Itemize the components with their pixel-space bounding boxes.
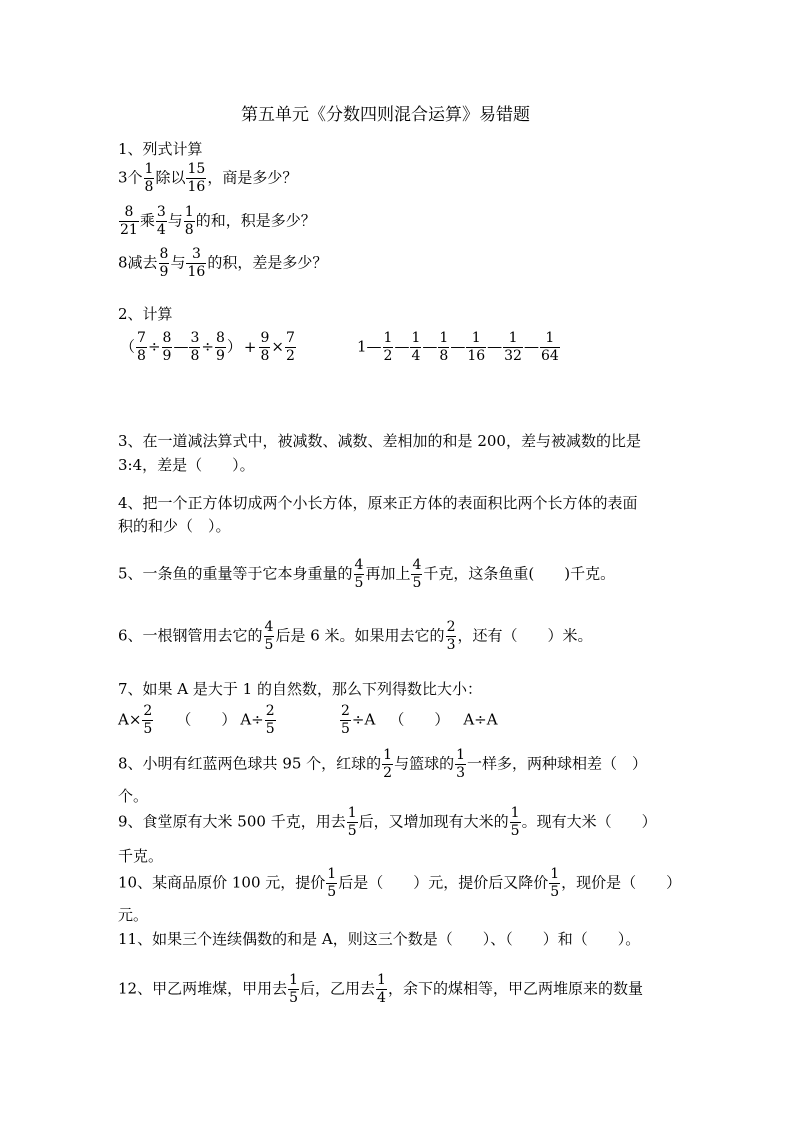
- text-segment: +: [243, 337, 257, 356]
- fraction: [159, 246, 170, 281]
- q7-compare-2: [339, 703, 498, 738]
- fraction: [455, 747, 466, 782]
- denominator: 5: [341, 721, 350, 737]
- denominator: 21: [120, 222, 138, 238]
- q3-line-2: 3:4，差是（ ）。: [118, 456, 255, 474]
- denominator: 9: [215, 348, 225, 364]
- denominator: 5: [550, 884, 560, 900]
- numerator: 1: [347, 805, 357, 821]
- text-segment: —: [366, 337, 382, 356]
- fraction: [162, 330, 173, 365]
- q1-item-b: [118, 204, 316, 239]
- text-segment: 后是（ ）元，提价后又降价: [338, 873, 549, 892]
- denominator: 5: [289, 990, 299, 1006]
- q2-heading: 2、计算: [118, 305, 173, 323]
- q7-line-1: 7、如果 A 是大于 1 的自然数，那么下列得数比大小：: [118, 680, 482, 698]
- fraction: [382, 747, 393, 782]
- fraction: [376, 972, 387, 1007]
- text-segment: 的和，积是多少？: [195, 211, 316, 230]
- numerator: 2: [265, 703, 275, 719]
- numerator: 2: [143, 703, 153, 719]
- text-segment: ÷: [147, 337, 161, 356]
- fraction: [549, 866, 560, 901]
- numerator: 1: [510, 805, 520, 821]
- text-segment: 后是 6 米。如果用去它的: [275, 626, 445, 645]
- text-segment: ÷: [201, 337, 214, 356]
- fraction: [354, 557, 365, 592]
- fraction: [285, 330, 296, 365]
- fraction: [142, 703, 153, 738]
- page-title: 第五单元《分数四则混合运算》易错题: [241, 105, 530, 125]
- numerator: 4: [354, 557, 364, 573]
- text-segment: 再加上: [365, 564, 411, 583]
- denominator: 5: [347, 823, 357, 839]
- text-segment: ÷A: [351, 710, 376, 729]
- numerator: 7: [285, 330, 295, 346]
- q9-line-2: 千克。: [118, 847, 164, 865]
- numerator: 9: [260, 330, 270, 346]
- numerator: 3: [156, 204, 166, 220]
- text-segment: 8减去: [118, 253, 158, 272]
- fraction: [410, 330, 421, 365]
- text-segment: 一样多，两种球相差（ ）: [467, 754, 648, 773]
- denominator: 32: [504, 348, 522, 364]
- numerator: 3: [186, 246, 206, 264]
- numerator: 1: [550, 866, 560, 882]
- denominator: 16: [467, 348, 486, 364]
- text-segment: ）: [226, 337, 242, 356]
- fraction: [540, 330, 560, 365]
- numerator: 4: [412, 557, 422, 573]
- q4-line-1: 4、把一个正方体切成两个小长方体，原来正方体的表面积比两个长方体的表面: [118, 494, 638, 512]
- denominator: 4: [156, 222, 166, 238]
- numerator: 1: [439, 330, 449, 346]
- q2-expression-2: [357, 330, 561, 365]
- denominator: 16: [187, 179, 206, 195]
- denominator: 5: [143, 721, 153, 737]
- q1-item-a: [118, 161, 297, 196]
- text-segment: 与篮球的: [394, 754, 455, 773]
- q7-compare-1: [118, 703, 277, 738]
- denominator: 9: [159, 264, 169, 280]
- q9-line-1: [118, 805, 657, 840]
- fraction: [186, 161, 206, 196]
- denominator: 64: [540, 348, 559, 364]
- text-segment: 与: [167, 211, 183, 230]
- q8-line-2: 个。: [118, 787, 149, 805]
- numerator: 1: [289, 972, 299, 988]
- q6: [118, 619, 593, 654]
- denominator: 2: [383, 348, 393, 364]
- denominator: 9: [162, 348, 172, 364]
- q3-line-1: 3、在一道减法算式中，被减数、减数、差相加的和是 200，差与被减数的比是: [118, 432, 641, 450]
- text-segment: ，现价是（ ）: [561, 873, 682, 892]
- text-segment: 的积，差是多少？: [207, 253, 328, 272]
- numerator: 3: [190, 330, 200, 346]
- text-segment: ，余下的煤相等，甲乙两堆原来的数量: [387, 979, 643, 998]
- fraction: [466, 330, 486, 365]
- text-segment: 除以: [155, 168, 186, 187]
- text-segment: 8、小明有红蓝两色球共 95 个，红球的: [118, 754, 382, 773]
- text-segment: （: [120, 337, 136, 356]
- numerator: 1: [383, 330, 393, 346]
- numerator: 2: [446, 619, 456, 635]
- q4-line-2: 积的和少（ ）。: [118, 517, 231, 535]
- fraction: [438, 330, 449, 365]
- text-segment: —: [523, 337, 539, 356]
- text-segment: 后，乙用去: [300, 979, 376, 998]
- numerator: 15: [187, 161, 206, 177]
- denominator: 8: [184, 222, 194, 238]
- q10-line-1: [118, 866, 681, 901]
- text-segment: 千克，这条鱼重( )千克。: [423, 564, 616, 583]
- denominator: 16: [187, 264, 206, 280]
- text-segment: A×: [118, 710, 142, 729]
- denominator: 8: [439, 348, 449, 364]
- text-segment: 12、甲乙两堆煤，甲用去: [118, 979, 288, 998]
- text-segment: A÷: [240, 710, 264, 729]
- text-segment: —: [394, 337, 410, 356]
- numerator: 1: [411, 330, 421, 346]
- numerator: 1: [540, 330, 560, 348]
- fraction: [186, 246, 206, 281]
- numerator: 1: [503, 330, 523, 348]
- denominator: 5: [354, 575, 364, 591]
- numerator: 8: [162, 330, 172, 346]
- fraction: [184, 204, 195, 239]
- text-segment: 9、食堂原有大米 500 千克，用去: [118, 812, 346, 831]
- q2-expression-1: [120, 330, 297, 365]
- text-segment: （ ）: [389, 710, 450, 729]
- fraction: [215, 330, 226, 365]
- numerator: 1: [144, 161, 154, 177]
- fraction: [503, 330, 523, 365]
- fraction: [383, 330, 394, 365]
- denominator: 5: [265, 721, 275, 737]
- q8-line-1: [118, 747, 647, 782]
- denominator: 4: [377, 990, 386, 1006]
- fraction: [136, 330, 147, 365]
- text-segment: —: [422, 337, 438, 356]
- numerator: 8: [159, 246, 169, 262]
- text-segment: 。现有大米（ ）: [521, 812, 657, 831]
- text-segment: —: [487, 337, 503, 356]
- numerator: 8: [119, 204, 139, 222]
- fraction: [510, 805, 521, 840]
- numerator: 4: [264, 619, 274, 635]
- q1-heading: 1、列式计算: [118, 140, 203, 158]
- numerator: 1: [466, 330, 486, 348]
- denominator: 8: [144, 179, 154, 195]
- fraction: [189, 330, 200, 365]
- fraction: [144, 161, 155, 196]
- q1-item-c: [118, 246, 327, 281]
- q10-line-2: 元。: [118, 906, 149, 924]
- text-segment: 乘: [139, 211, 155, 230]
- numerator: 1: [456, 747, 466, 763]
- numerator: 1: [327, 866, 337, 882]
- numerator: 1: [184, 204, 194, 220]
- denominator: 8: [190, 348, 200, 364]
- denominator: 8: [260, 348, 270, 364]
- text-segment: 10、某商品原价 100 元，提价: [118, 873, 326, 892]
- fraction: [446, 619, 457, 654]
- text-segment: 5、一条鱼的重量等于它本身重量的: [118, 564, 353, 583]
- fraction: [156, 204, 167, 239]
- text-segment: ，商是多少？: [207, 168, 298, 187]
- denominator: 2: [383, 765, 393, 781]
- q12: [118, 972, 643, 1007]
- numerator: 1: [383, 747, 393, 763]
- text-segment: ×: [271, 337, 284, 356]
- fraction: [288, 972, 299, 1007]
- text-segment: （ ）: [176, 710, 237, 729]
- text-segment: ，还有（ ）米。: [457, 626, 593, 645]
- q11: 11、如果三个连续偶数的和是 A，则这三个数是（ ）、（ ）和（ ）。: [118, 930, 641, 948]
- fraction: [347, 805, 358, 840]
- text-segment: 3个: [118, 168, 143, 187]
- denominator: 3: [456, 765, 466, 781]
- text-segment: 6、一根钢管用去它的: [118, 626, 263, 645]
- denominator: 5: [264, 637, 274, 653]
- fraction: [411, 557, 422, 592]
- text-segment: A÷A: [463, 710, 498, 729]
- numerator: 1: [377, 972, 386, 988]
- denominator: 5: [327, 884, 337, 900]
- fraction: [259, 330, 270, 365]
- fraction: [326, 866, 337, 901]
- numerator: 2: [341, 703, 350, 719]
- text-segment: 1: [357, 337, 367, 356]
- fraction: [119, 204, 139, 239]
- numerator: 8: [215, 330, 225, 346]
- q5: [118, 557, 615, 592]
- denominator: 5: [510, 823, 520, 839]
- text-segment: 后，又增加现有大米的: [358, 812, 509, 831]
- denominator: 2: [285, 348, 295, 364]
- text-segment: —: [450, 337, 466, 356]
- fraction: [265, 703, 276, 738]
- numerator: 7: [137, 330, 146, 346]
- denominator: 5: [412, 575, 422, 591]
- text-segment: —: [173, 337, 189, 356]
- fraction: [264, 619, 275, 654]
- denominator: 4: [411, 348, 421, 364]
- denominator: 8: [137, 348, 146, 364]
- fraction: [340, 703, 351, 738]
- denominator: 3: [446, 637, 456, 653]
- text-segment: 与: [170, 253, 186, 272]
